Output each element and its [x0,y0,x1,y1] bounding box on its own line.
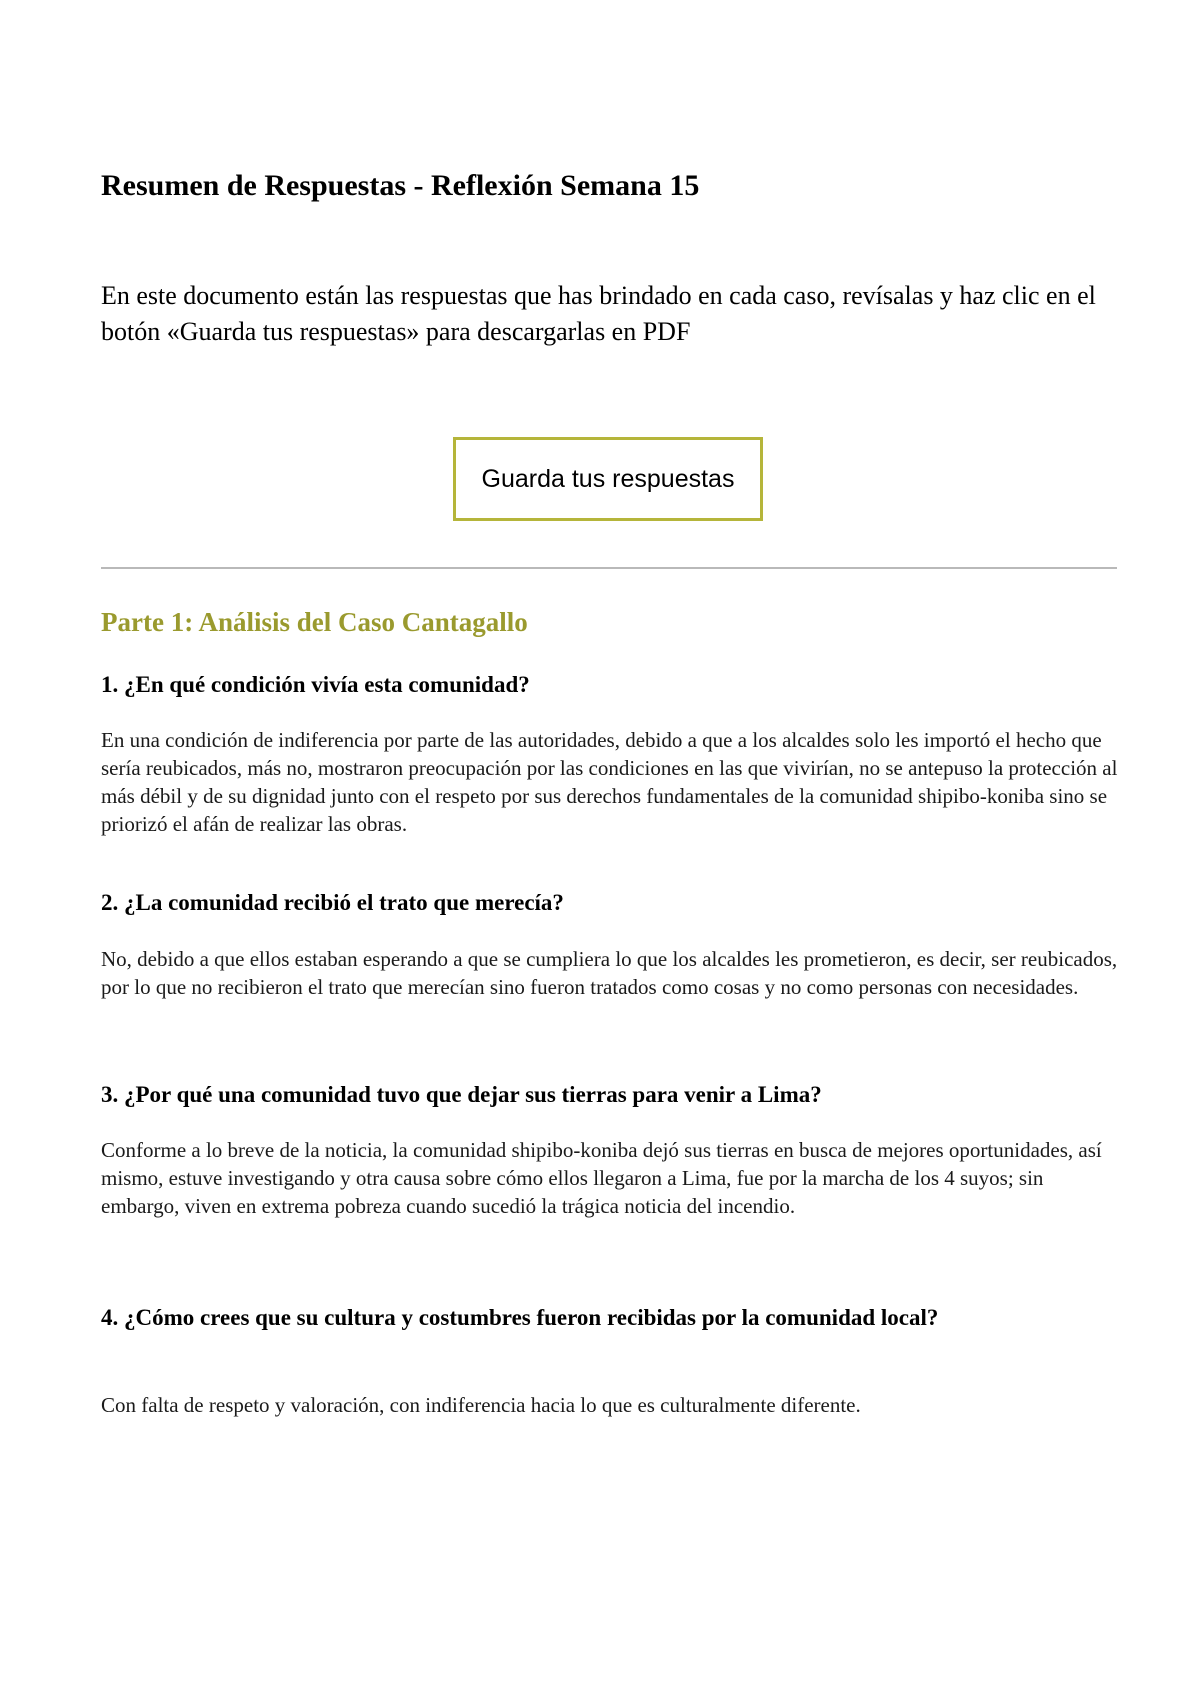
question-2: 2. ¿La comunidad recibió el trato que merecía? [101,890,564,915]
save-responses-button[interactable]: Guarda tus respuestas [453,437,763,521]
divider [101,567,1117,569]
page-title: Resumen de Respuestas - Reflexión Semana 15 [101,169,700,202]
intro-text: En este documento están las respuestas que has brindado en cada caso, revísalas y haz clic en el botón «Guarda tus respuestas» para descargarlas en PDF [101,281,1096,346]
answer-4: Con falta de respeto y valoración, con indiferencia hacia lo que es culturalmente diferente. [101,1393,861,1417]
answer-2: No, debido a que ellos estaban esperando a que se cumpliera lo que los alcaldes les prometieron, es decir, ser reubicados, por lo que no recibieron el trato que merecían sino fueron tratados como cosas y no como personas con necesidades. [101,947,1118,999]
answer-1: En una condición de indiferencia por parte de las autoridades, debido a que a los alcaldes solo les importó el hecho que sería reubicados, más no, mostraron preocupación por las condiciones en las que vivirían, no se antepuso la protección al más débil y de su dignidad junto con el respeto por sus derechos fundamentales de la comunidad shipibo-koniba sino se priorizó el afán de realizar las obras. [101,728,1118,836]
question-4: 4. ¿Cómo crees que su cultura y costumbres fueron recibidas por la comunidad local? [101,1305,939,1330]
question-1: 1. ¿En qué condición vivía esta comunidad? [101,672,530,697]
question-3: 3. ¿Por qué una comunidad tuvo que dejar sus tierras para venir a Lima? [101,1082,822,1107]
section-title: Parte 1: Análisis del Caso Cantagallo [101,607,528,637]
answer-3: Conforme a lo breve de la noticia, la comunidad shipibo-koniba dejó sus tierras en busca de mejores oportunidades, así mismo, estuve investigando y otra causa sobre cómo ellos llegaron a Lima, fue por la marcha de los 4 suyos; sin embargo, viven en extrema pobreza cuando sucedió la trágica noticia del incendio. [101,1138,1102,1218]
